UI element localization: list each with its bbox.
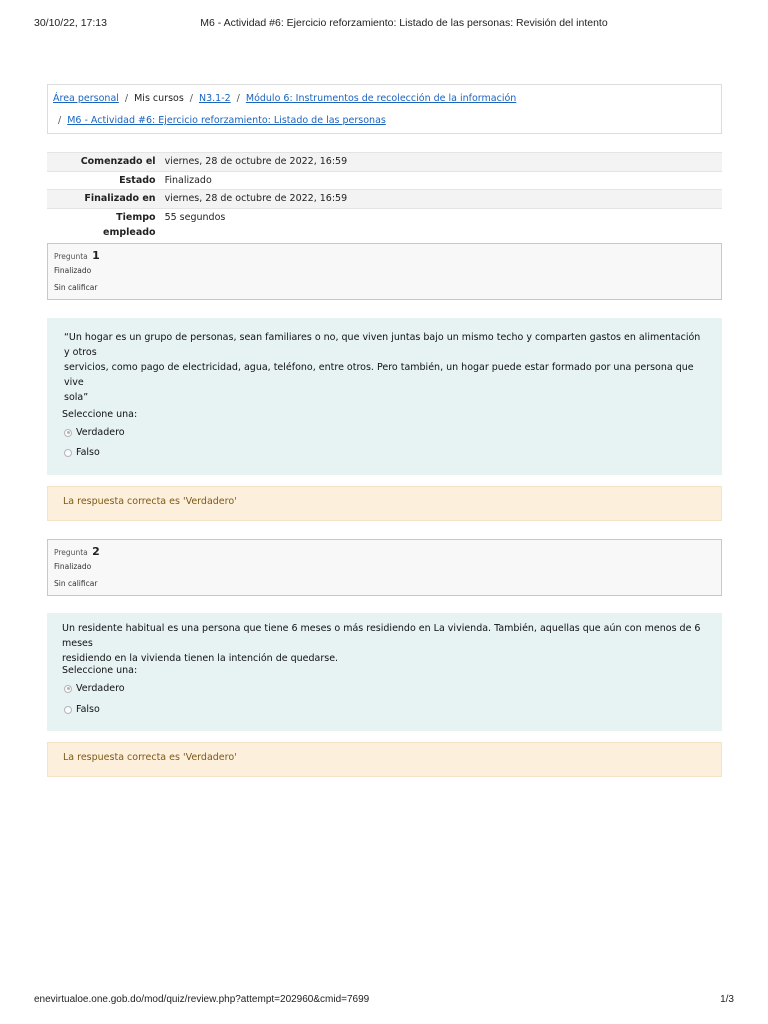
breadcrumb-area-personal[interactable]: Área personal [53,93,119,104]
feedback-box [47,486,722,521]
breadcrumb-separator: / [124,93,129,104]
breadcrumb-activity[interactable]: M6 - Actividad #6: Ejercicio reforzamiento: Listado de las personas [67,115,386,126]
question-content [47,318,722,475]
attempt-summary-table [47,152,722,242]
print-page-title: M6 - Actividad #6: Ejercicio reforzamiento: Listado de las personas: Revisión del intento [200,17,608,29]
breadcrumb-separator: / [189,93,193,104]
summary-label: Tiempo empleado [103,211,156,238]
select-prompt: Seleccione una: [62,409,138,420]
breadcrumb-module[interactable]: Módulo 6: Instrumentos de recolección de la información [245,93,517,104]
question-text-line: residiendo en la vivienda tienen la intención de quedarse. [62,653,339,664]
option-label: Verdadero [76,683,125,694]
summary-row [47,208,722,242]
breadcrumb-separator: / [236,93,240,104]
question-text [64,330,707,405]
option-label: Falso [76,704,100,715]
print-datetime: 30/10/22, 17:13 [34,17,107,29]
question-state: Finalizado [54,562,92,571]
print-footer [34,994,734,1008]
question-content [47,613,722,731]
radio-unchecked-icon[interactable] [64,449,72,457]
correct-answer-text: La respuesta correcta es 'Verdadero' [63,496,237,507]
question-text-line: sola” [64,392,89,403]
page-number: 1/3 [720,994,734,1005]
summary-row [47,171,722,190]
radio-checked-icon[interactable] [64,685,72,693]
question-grade: Sin calificar [54,283,98,292]
question-number-value: 1 [92,249,100,262]
summary-row [47,153,722,172]
option-verdadero[interactable] [64,427,125,438]
option-verdadero[interactable] [64,683,125,694]
question-text [62,621,707,666]
breadcrumb-mis-cursos: Mis cursos [134,93,184,104]
breadcrumb-separator: / [58,115,62,126]
summary-label: Finalizado en [84,193,156,204]
summary-label: Comenzado el [80,156,156,167]
question-text-line: Un residente habitual es una persona que tiene 6 meses o más residiendo en La vivienda. También, aquellas que aún con menos de 6 meses [62,623,701,649]
select-prompt: Seleccione una: [62,665,138,676]
question-text-line: “Un hogar es un grupo de personas, sean familiares o no, que viven juntas bajo un mismo techo y comparten gastos en alimentación y otros [64,332,701,358]
option-label: Verdadero [76,427,125,438]
breadcrumb [47,84,722,134]
summary-value: Finalizado [164,174,212,186]
question-number [54,545,100,558]
feedback-box [47,742,722,777]
option-falso[interactable] [64,704,100,715]
option-falso[interactable] [64,447,100,458]
question-state: Finalizado [54,266,92,275]
option-label: Falso [76,447,100,458]
summary-label: Estado [119,174,156,186]
correct-answer-text: La respuesta correcta es 'Verdadero' [63,752,237,763]
question-grade: Sin calificar [54,579,98,588]
radio-unchecked-icon[interactable] [64,706,72,714]
print-header [34,17,734,31]
summary-value: 55 segundos [164,211,226,223]
print-url: enevirtualoe.one.gob.do/mod/quiz/review.php?attempt=202960&cmid=7699 [34,994,370,1005]
summary-value: viernes, 28 de octubre de 2022, 16:59 [164,156,348,167]
question-text-line: servicios, como pago de electricidad, agua, teléfono, entre otros. Pero también, un hogar puede estar formado por una persona que vive [64,362,694,388]
summary-value: viernes, 28 de octubre de 2022, 16:59 [164,193,348,204]
radio-checked-icon[interactable] [64,429,72,437]
question-number [54,249,100,262]
summary-row [47,190,722,209]
breadcrumb-course[interactable]: N3.1-2 [198,93,231,104]
question-label: Pregunta [54,548,88,557]
question-info [47,539,722,596]
question-label: Pregunta [54,252,88,261]
question-number-value: 2 [92,545,100,558]
question-info [47,243,722,300]
